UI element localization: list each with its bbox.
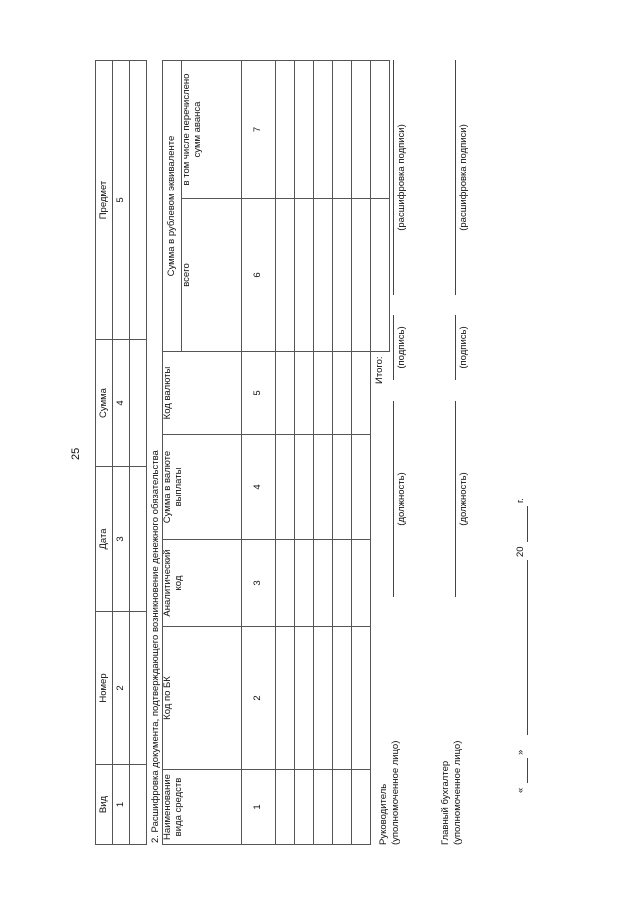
table-cell	[130, 467, 147, 612]
itogo-table	[370, 60, 390, 352]
head-signature-hint: (подпись)	[396, 326, 407, 369]
table-cell	[314, 540, 333, 627]
header-predmet: Предмет	[96, 61, 113, 340]
table-row	[276, 61, 295, 845]
chief-position-line	[455, 401, 456, 597]
document-table	[95, 60, 147, 845]
chief-decoding-line	[455, 60, 456, 295]
page-number: 25	[70, 447, 82, 460]
head-subtitle: (уполномоченное лицо)	[389, 740, 401, 845]
header-advance: в том числе перечислено сумм аванса	[182, 61, 242, 199]
table-cell	[130, 61, 147, 340]
header-total: всего	[182, 199, 242, 352]
table-cell	[314, 435, 333, 540]
table-cell	[352, 199, 371, 352]
head-decoding-line	[393, 60, 394, 295]
table-row	[352, 61, 371, 845]
colnum-cell: 4	[113, 340, 130, 467]
chief-subtitle: (уполномоченное лицо)	[451, 740, 463, 845]
date-year-suffix: г.	[515, 498, 526, 503]
colnum-cell: 5	[113, 61, 130, 340]
table-cell	[295, 61, 314, 199]
head-signature-block	[378, 741, 402, 845]
table-cell	[295, 435, 314, 540]
table-cell	[333, 352, 352, 435]
table-cell	[295, 627, 314, 770]
table-cell	[276, 352, 295, 435]
header-nomer: Номер	[96, 612, 113, 765]
table-cell	[352, 627, 371, 770]
header-funds-name: Наименование вида средств	[163, 770, 242, 845]
chief-decoding-hint: (расшифровка подписи)	[458, 124, 469, 231]
table-header-row	[96, 61, 113, 845]
table-cell	[352, 352, 371, 435]
head-title: Руководитель	[378, 783, 389, 845]
section-2-caption: 2. Расшифровка документа, подтверждающего возникновение денежного обязательства	[150, 450, 161, 843]
table-cell	[276, 199, 295, 352]
decoding-table	[162, 60, 371, 845]
date-day-line	[527, 758, 528, 783]
colnum-cell: 3	[242, 540, 276, 627]
table-cell	[333, 540, 352, 627]
table-cell	[295, 352, 314, 435]
table-colnum-row	[242, 61, 276, 845]
chief-position-hint: (должность)	[458, 472, 469, 526]
header-currency-code: Код валюты	[163, 352, 242, 435]
colnum-cell: 2	[113, 612, 130, 765]
head-position-line	[393, 401, 394, 597]
colnum-cell: 1	[113, 765, 130, 845]
date-month-line	[527, 560, 528, 735]
header-currency-sum: Сумма в валюте выплаты	[163, 435, 242, 540]
table-cell	[295, 770, 314, 845]
header-data: Дата	[96, 467, 113, 612]
table-cell	[333, 199, 352, 352]
itogo-cell	[371, 61, 390, 199]
table-cell	[314, 627, 333, 770]
table-cell	[314, 352, 333, 435]
date-year-line	[527, 506, 528, 542]
table-cell	[333, 627, 352, 770]
table-cell	[295, 199, 314, 352]
head-position-hint: (должность)	[396, 472, 407, 526]
table-colnum-row	[113, 61, 130, 845]
header-summa: Сумма	[96, 340, 113, 467]
itogo-label: Итого:	[374, 356, 385, 384]
header-vid: Вид	[96, 765, 113, 845]
table-cell	[333, 435, 352, 540]
chief-title: Главный бухгалтер	[440, 760, 451, 845]
table-cell	[314, 770, 333, 845]
table-cell	[130, 340, 147, 467]
table-header-row	[163, 61, 182, 845]
table-cell	[333, 770, 352, 845]
table-cell	[352, 435, 371, 540]
colnum-cell: 7	[242, 61, 276, 199]
itogo-row	[371, 61, 390, 352]
header-analytic-code: Аналитический код	[163, 540, 242, 627]
header-rub-equivalent: Сумма в рублевом эквиваленте	[163, 61, 182, 352]
table-cell	[130, 765, 147, 845]
table-row	[130, 61, 147, 845]
table-cell	[295, 540, 314, 627]
colnum-cell: 3	[113, 467, 130, 612]
table-cell	[352, 61, 371, 199]
colnum-cell: 6	[242, 199, 276, 352]
table-cell	[333, 61, 352, 199]
table-cell	[276, 435, 295, 540]
table-cell	[352, 540, 371, 627]
colnum-cell: 1	[242, 770, 276, 845]
chief-signature-line	[455, 315, 456, 380]
table-cell	[130, 612, 147, 765]
head-decoding-hint: (расшифровка подписи)	[396, 124, 407, 231]
date-quote-open: «	[515, 787, 526, 793]
table-row	[314, 61, 333, 845]
table-cell	[314, 61, 333, 199]
decoding-table-body	[276, 61, 371, 845]
table-row	[295, 61, 314, 845]
date-year-prefix: 20	[515, 546, 526, 557]
colnum-cell: 4	[242, 435, 276, 540]
date-quote-close: »	[515, 749, 526, 755]
header-bk-code: Код по БК	[163, 627, 242, 770]
table-cell	[276, 61, 295, 199]
colnum-cell: 5	[242, 352, 276, 435]
table-cell	[314, 199, 333, 352]
table-cell	[276, 770, 295, 845]
colnum-cell: 2	[242, 627, 276, 770]
table-cell	[352, 770, 371, 845]
head-signature-line	[393, 315, 394, 380]
table-cell	[276, 627, 295, 770]
table-cell	[276, 540, 295, 627]
table-row	[333, 61, 352, 845]
chief-signature-block	[440, 741, 464, 845]
chief-signature-hint: (подпись)	[458, 326, 469, 369]
itogo-cell	[371, 199, 390, 352]
